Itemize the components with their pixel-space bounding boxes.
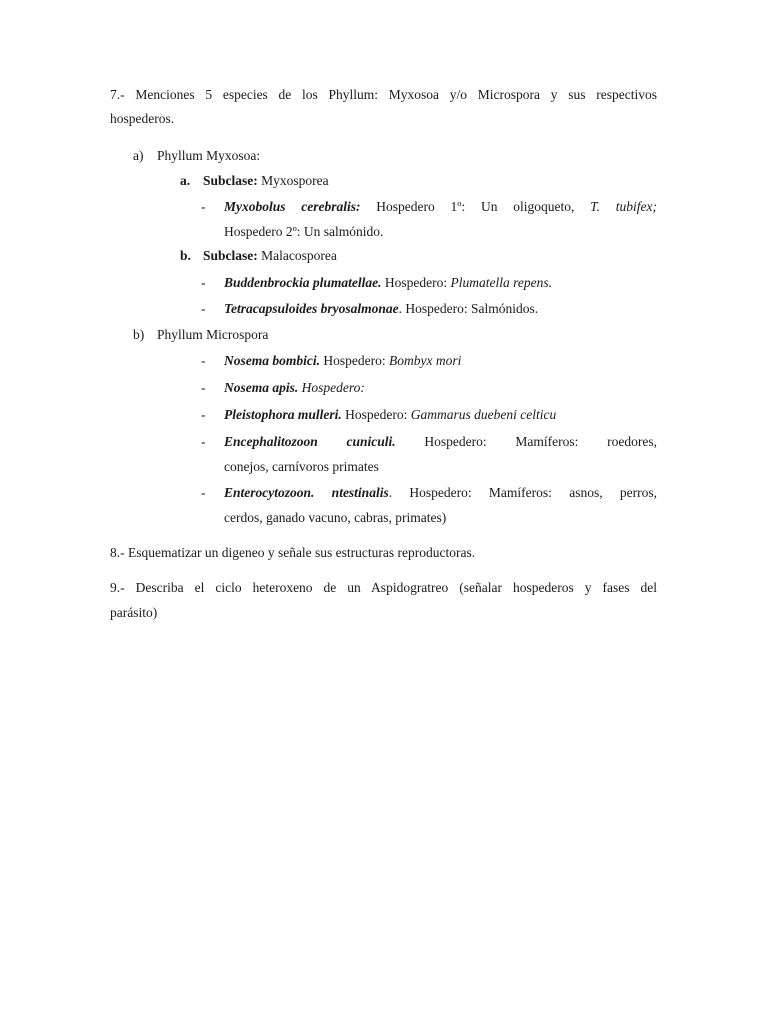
subclass-a-label: Subclase: [203,173,258,188]
q9-line2: parásito) [110,605,158,620]
section-a-marker: a) [133,148,144,163]
list-dash: - [201,301,206,316]
host-italic: Plumatella repens. [450,275,552,290]
species-name: Myxobolus cerebralis: [224,199,361,214]
section-b-marker: b) [133,327,145,342]
list-dash: - [201,407,206,422]
host-text: Hospedero: [381,275,451,290]
host-text: Hospedero: [341,407,411,422]
q7-line1: 7.- Menciones 5 especies de los Phyllum: Myxosoa y/o Microspora y sus respectivos [110,87,657,102]
host-italic: T. tubifex; [590,199,657,214]
list-item-buddenbrockia [224,273,552,293]
list-item-myxobolus-line2: Hospedero 2º: Un salmónido. [224,224,384,239]
list-item-pleistophora [224,405,556,425]
host-italic: Bombyx mori [388,353,462,368]
section-a-title: Phyllum Myxosoa: [157,148,261,163]
species-name: Enterocytozoon. ntestinalis [224,485,389,500]
q8-text: 8.- Esquematizar un digeneo y señale sus estructuras reproductoras. [110,545,476,560]
list-item-nosema-bombici [224,351,461,371]
list-item-tetracapsuloides [224,299,538,319]
list-dash: - [201,485,206,500]
list-dash: - [201,199,206,214]
subclass-a-marker: a. [180,173,191,188]
list-item-enterocytozoon-line1 [224,483,657,503]
list-dash: - [201,353,206,368]
list-item-myxobolus-line1 [224,197,657,217]
list-dash: - [201,275,206,290]
host-text: Hospedero 1º: Un oligoqueto, [360,199,591,214]
host-italic: Hospedero: [301,380,365,395]
host-text: . Hospedero: Mamíferos: asnos, perros, [388,485,657,500]
list-dash: - [201,380,206,395]
list-item-enterocytozoon-line2: cerdos, ganado vacuno, cabras, primates) [224,510,447,525]
host-italic: Gammarus duebeni celticu [410,407,557,422]
subclass-a-name: Myxosporea [261,173,329,188]
host-text: Hospedero: Mamíferos: roedores, [395,434,658,449]
species-name: Pleistophora mulleri. [224,407,342,422]
subclass-b-name: Malacosporea [261,248,337,263]
list-dash: - [201,434,206,449]
species-name: Tetracapsuloides bryosalmonae [224,301,399,316]
list-item-nosema-apis [224,378,365,398]
species-name: Encephalitozoon cuniculi. [224,434,396,449]
subclass-b-label: Subclase: [203,248,258,263]
subclass-b-marker: b. [180,248,191,263]
subclass-a-heading [203,171,329,191]
list-item-encephalitozoon-line2: conejos, carnívoros primates [224,459,379,474]
subclass-b-heading [203,246,337,266]
q9-line1: 9.- Describa el ciclo heteroxeno de un Aspidogratreo (señalar hospederos y fases del [110,580,657,595]
host-text: . Hospedero: Salmónidos. [398,301,539,316]
q7-line2: hospederos. [110,111,175,126]
list-item-encephalitozoon-line1 [224,432,657,452]
section-b-title: Phyllum Microspora [157,327,269,342]
host-text: Hospedero: [320,353,389,368]
species-name: Nosema apis. [224,380,299,395]
species-name: Buddenbrockia plumatellae. [224,275,382,290]
species-name: Nosema bombici. [224,353,320,368]
